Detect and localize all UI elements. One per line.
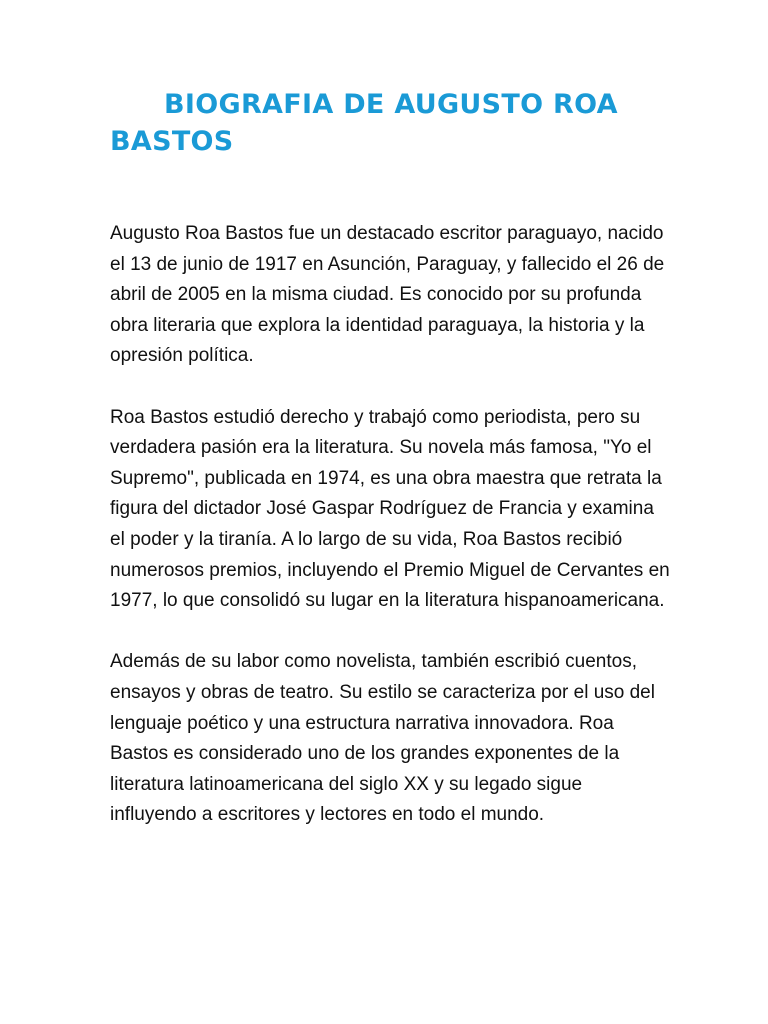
paragraph: Augusto Roa Bastos fue un destacado escritor paraguayo, nacido el 13 de junio de 1917 en Asunción, Paraguay, y fallecido el 26 de abril de 2005 en la misma ciudad. Es conocido por su profunda obra literaria que explora la identidad paraguaya, la historia y la opresión política. <box>110 223 665 367</box>
document-body <box>110 219 670 861</box>
document-title: BIOGRAFIA DE AUGUSTO ROA BASTOS <box>110 89 618 157</box>
paragraph: Además de su labor como novelista, también escribió cuentos, ensayos y obras de teatro. Su estilo se caracteriza por el uso del lenguaje poético y una estructura narrativa innovadora. Roa Bastos es considerado uno de los grandes exponentes de la literatura latinoamericana del siglo XX y su legado sigue influyendo a escritores y lectores en todo el mundo. <box>110 651 655 826</box>
paragraph: Roa Bastos estudió derecho y trabajó como periodista, pero su verdadera pasión era la literatura. Su novela más famosa, "Yo el Supremo", publicada en 1974, es una obra maestra que retrata la figura del dictador José Gaspar Rodríguez de Francia y examina el poder y la tiranía. A lo largo de su vida, Roa Bastos recibió numerosos premios, incluyendo el Premio Miguel de Cervantes en 1977, lo que consolidó su lugar en la literatura hispanoamericana. <box>110 406 670 612</box>
